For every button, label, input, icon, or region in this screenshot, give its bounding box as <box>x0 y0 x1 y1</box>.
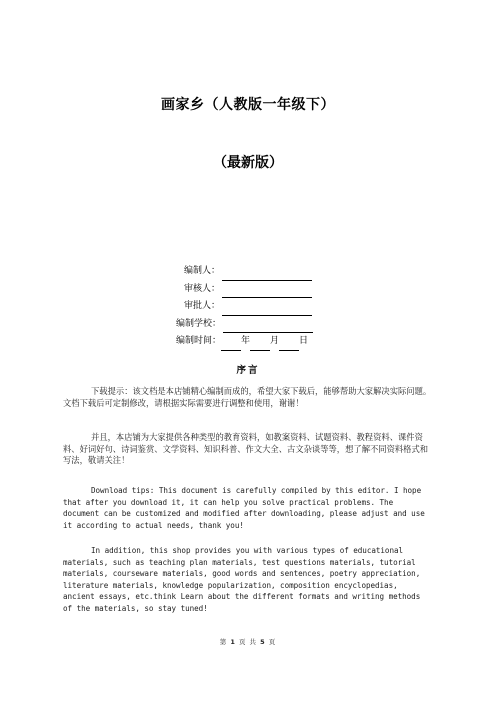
school-label: 编制学校： <box>176 318 222 329</box>
metadata-block <box>176 263 313 351</box>
day-blank <box>279 339 299 351</box>
preface-paragraph-cn-1 <box>63 386 433 409</box>
reviewer-label: 审核人： <box>184 283 221 294</box>
preface-paragraph-cn-2 <box>63 432 433 467</box>
paragraph-text: Download tips: This document is carefully compiled by this editor. I hope that after you download it, it can help you solve practical problems. The document can be customized and modified after downloading, please adjust and use it according to actual needs, thank you! <box>63 486 425 530</box>
footer-suffix: 页 <box>265 638 277 646</box>
document-title: 画家乡（人教版一年级下） <box>161 97 335 113</box>
approver-row <box>180 298 313 316</box>
paragraph-text: In addition, this shop provides you with various types of educational materials, such as teaching plan materials, test questions materials, tutorial materials, courseware materials, good words and sentences, poetry appreciation, literature materials, knowledge popularization, composition encyclopedias, ancient essays, etc.think Learn about the different formats and writing methods of the materials, so stay tuned! <box>63 546 421 613</box>
preface-paragraph-en-2 <box>63 545 433 614</box>
reviewer-row <box>180 281 313 299</box>
month-label: 月 <box>270 336 280 346</box>
preface-heading: 序言 <box>236 365 260 376</box>
year-blank <box>221 339 241 351</box>
footer-middle: 页 共 <box>235 638 261 646</box>
preface-paragraph-en-1 <box>63 485 433 531</box>
time-row <box>176 333 313 351</box>
school-blank <box>223 321 313 333</box>
paragraph-text: 下载提示：该文档是本店铺精心编制而成的，希望大家下载后，能够帮助大家解决实际问题。文档下载后可定制修改，请根据实际需要进行调整和使用，谢谢！ <box>63 386 432 408</box>
page-footer <box>0 637 496 646</box>
time-label: 编制时间： <box>176 336 222 346</box>
year-label: 年 <box>241 336 251 346</box>
approver-label: 审批人： <box>184 301 221 311</box>
compiler-row <box>180 263 313 281</box>
compiler-blank <box>222 269 312 281</box>
school-row <box>176 316 313 334</box>
day-label: 日 <box>299 336 309 346</box>
compiler-label: 编制人： <box>184 266 221 276</box>
document-subtitle: （最新版） <box>213 155 283 171</box>
total-pages-number: 5 <box>260 638 266 646</box>
reviewer-blank <box>222 286 312 298</box>
paragraph-text: 并且，本店铺为大家提供各种类型的教育资料，如教案资料、试题资料、教程资料、课件资料、好词好句、诗词鉴赏、文学资料、知识科普、作文大全、古文杂谈等等，想了解不同资料格式和写法，敬请关注！ <box>63 432 429 465</box>
current-page-number: 1 <box>230 638 236 646</box>
month-blank <box>250 339 270 351</box>
approver-blank <box>222 304 312 316</box>
footer-prefix: 第 <box>219 638 231 646</box>
